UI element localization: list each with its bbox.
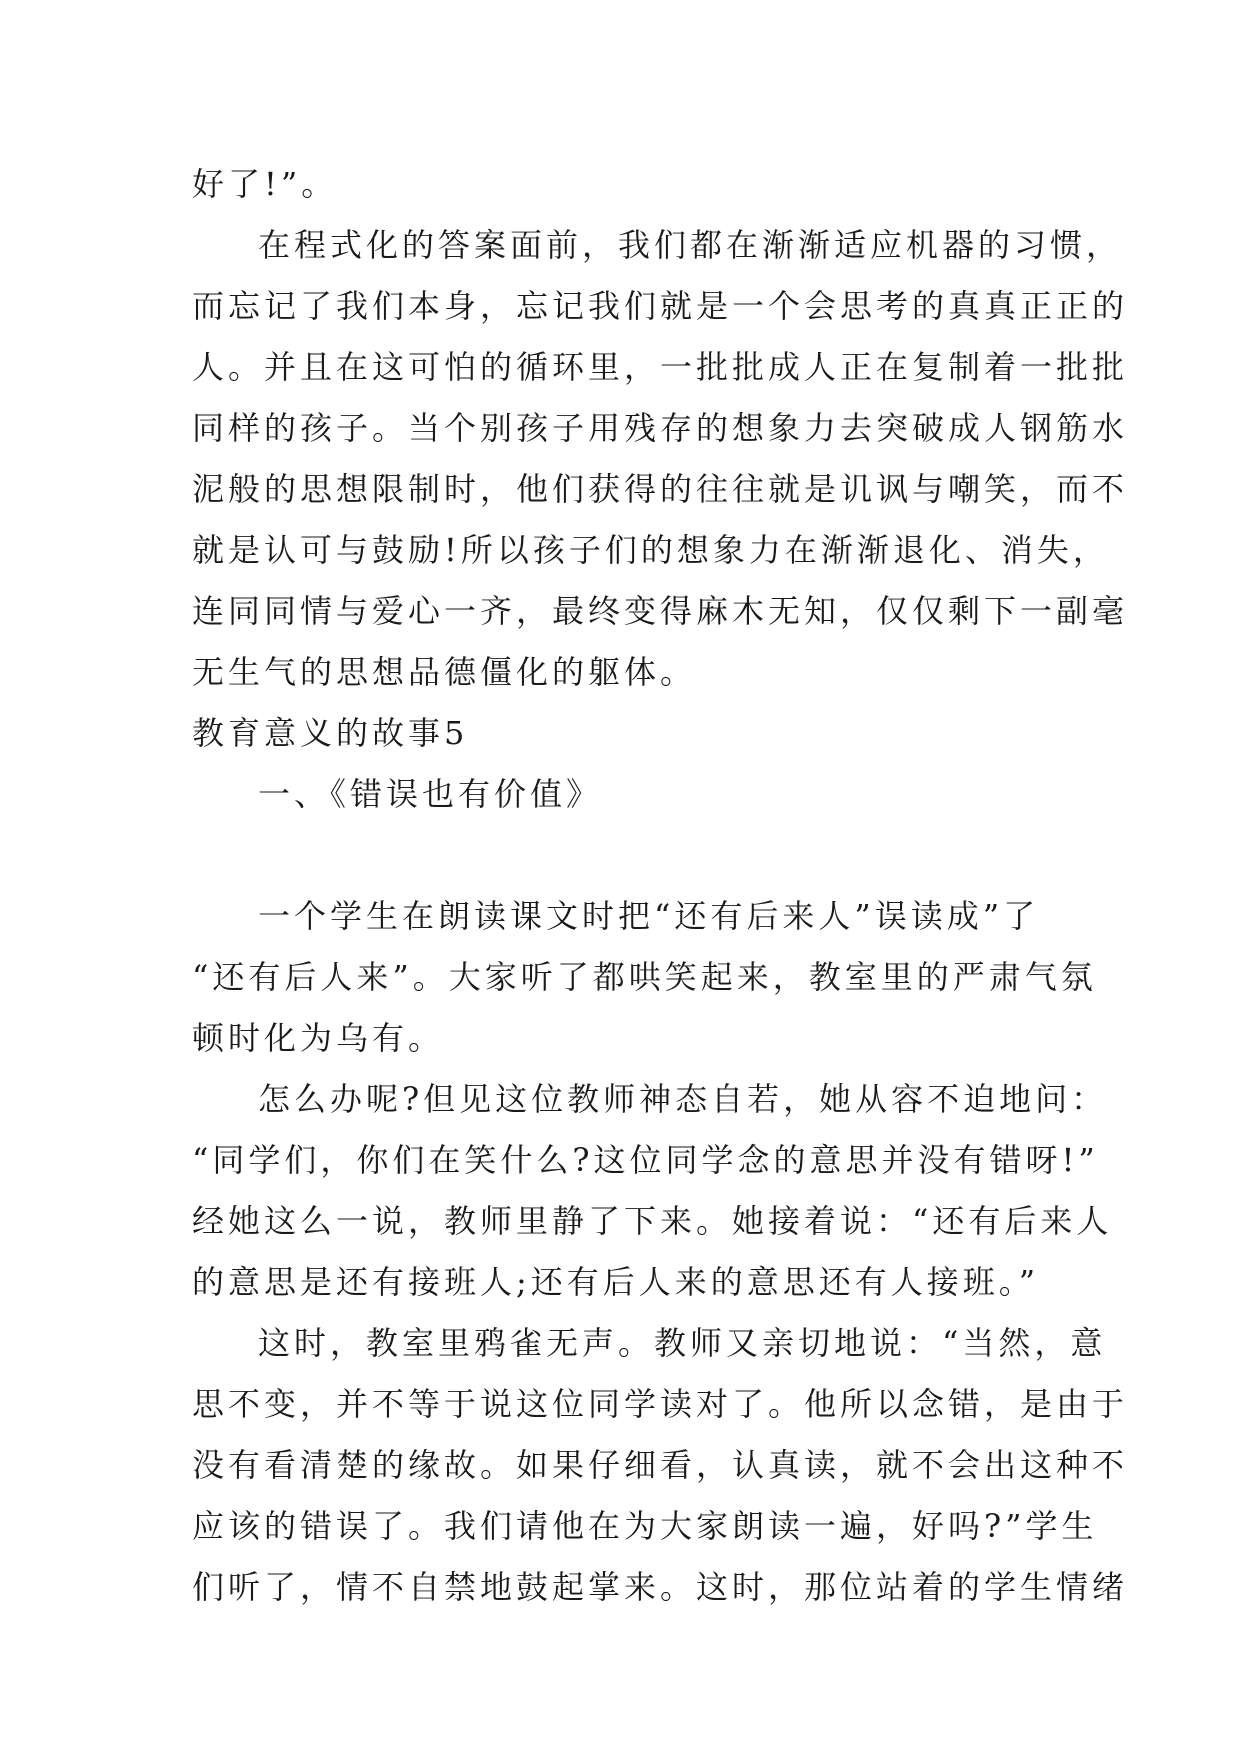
paragraph-start-line: 一个学生在朗读课文时把“还有后来人”误读成”了 bbox=[258, 897, 1040, 935]
text-line: 就是认可与鼓励!所以孩子们的想象力在渐渐退化、消失， bbox=[192, 531, 1109, 569]
text-line: 们听了，情不自禁地鼓起掌来。这时，那位站着的学生情绪 bbox=[192, 1568, 1129, 1606]
section-heading: 教育意义的故事5 bbox=[192, 714, 469, 752]
paragraph-start-line: 在程式化的答案面前，我们都在渐渐适应机器的习惯， bbox=[258, 226, 1123, 264]
text-line: 应该的错误了。我们请他在为大家朗读一遍，好吗?”学生 bbox=[192, 1507, 1098, 1545]
text-line: 无生气的思想品德僵化的躯体。 bbox=[192, 653, 697, 691]
text-line: 人。并且在这可怕的循环里，一批批成人正在复制着一批批 bbox=[192, 348, 1129, 386]
text-line: 同样的孩子。当个别孩子用残存的想象力去突破成人钢筋水 bbox=[192, 409, 1129, 447]
text-line: “同学们，你们在笑什么?这位同学念的意思并没有错呀!” bbox=[192, 1141, 1099, 1179]
text-line: 的意思是还有接班人;还有后人来的意思还有人接班。” bbox=[192, 1263, 1040, 1301]
paragraph-start-line: 怎么办呢?但见这位教师神态自若，她从容不迫地问： bbox=[258, 1080, 1108, 1118]
paragraph-start-line: 这时，教室里鸦雀无声。教师又亲切地说：“当然，意 bbox=[258, 1324, 1107, 1362]
blank-line bbox=[192, 825, 1052, 886]
text-line: 而忘记了我们本身，忘记我们就是一个会思考的真真正正的 bbox=[192, 287, 1129, 325]
document-body bbox=[192, 154, 1129, 1618]
text-line: “还有后人来”。大家听了都哄笑起来，教室里的严肃气氛 bbox=[192, 958, 1097, 996]
text-line: 好了!”。 bbox=[192, 165, 338, 203]
text-line: 经她这么一说，教师里静了下来。她接着说：“还有后来人 bbox=[192, 1202, 1113, 1240]
story-title: 一、《错误也有价值》 bbox=[258, 775, 603, 813]
text-line: 思不变，并不等于说这位同学读对了。他所以念错，是由于 bbox=[192, 1385, 1129, 1423]
text-line: 泥般的思想限制时，他们获得的往往就是讥讽与嘲笑，而不 bbox=[192, 470, 1129, 508]
text-line: 没有看清楚的缘故。如果仔细看，认真读，就不会出这种不 bbox=[192, 1446, 1129, 1484]
text-line: 顿时化为乌有。 bbox=[192, 1019, 445, 1057]
text-line: 连同同情与爱心一齐，最终变得麻木无知，仅仅剩下一副毫 bbox=[192, 592, 1129, 630]
